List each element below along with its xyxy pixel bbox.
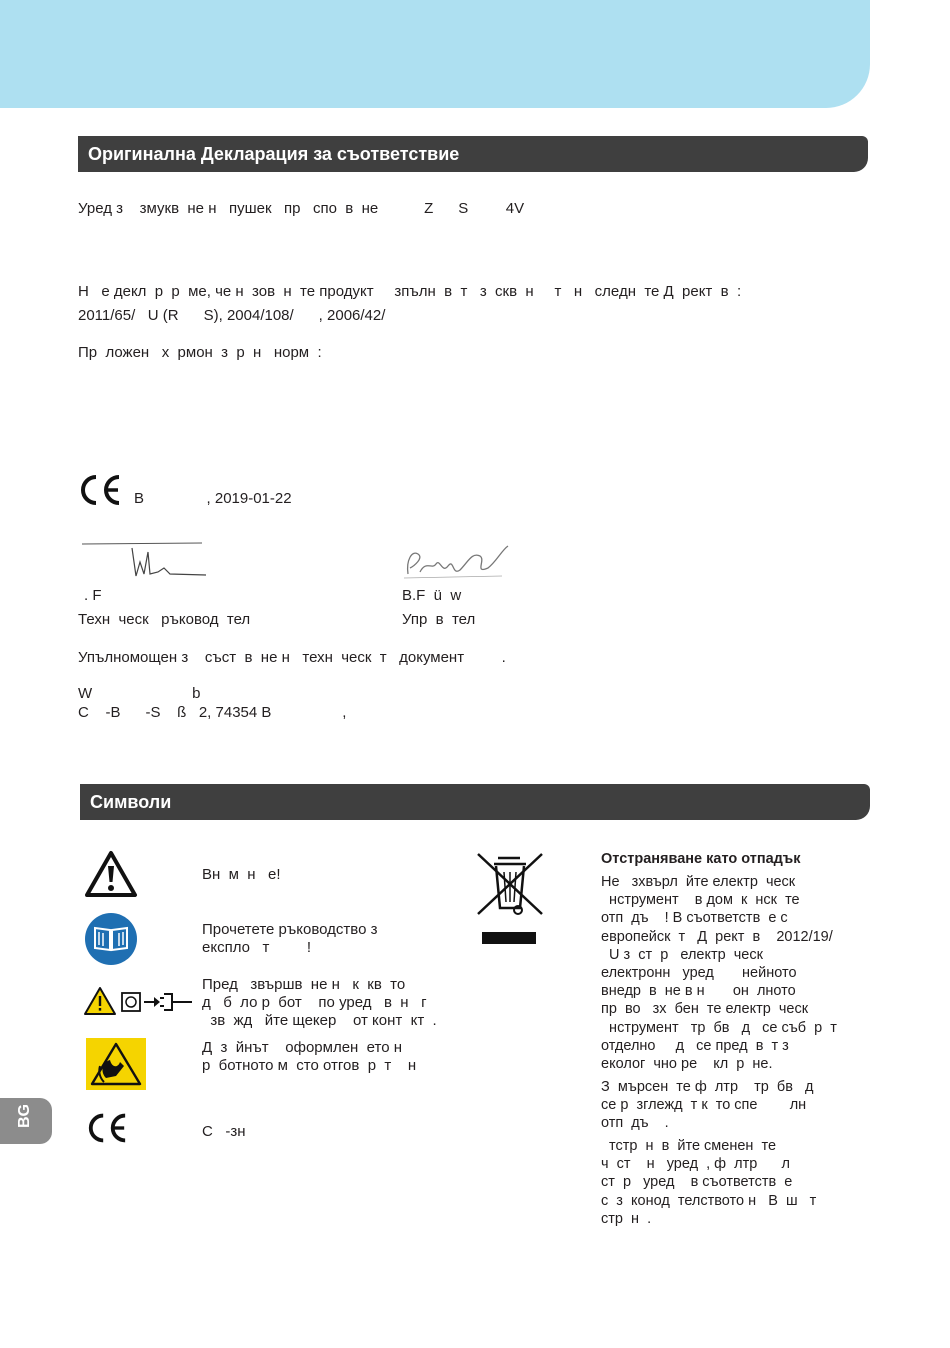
read-manual-line-1: Прочетете ръководство з [202, 921, 378, 938]
disposal-text-line: стр н . [601, 1210, 652, 1227]
disposal-text-line: отделно д се пред в т з [601, 1037, 789, 1054]
disposal-text-line: нструмент тр бв д се съб р т [601, 1019, 837, 1036]
ce-symbol-icon [86, 1112, 128, 1144]
disposal-text-line: еколог чно ре кл р не. [601, 1056, 773, 1072]
unplug-line-1: Пред звършв не н к кв то [202, 976, 406, 993]
signature-1 [80, 538, 210, 582]
unplug-icon [84, 986, 194, 1016]
signer1-title: Техн ческ ръковод тел [78, 611, 251, 628]
disposal-text-line: внедр в не в н он лното [601, 983, 796, 1000]
attention-text: Вн м н е! [202, 866, 281, 883]
company-line-2: C -B -S ß 2, 74354 B , [78, 704, 347, 721]
place-date: В , 2019-01-22 [134, 490, 292, 507]
weee-bin-icon [474, 852, 546, 946]
signature-2 [402, 540, 512, 582]
disposal-text-line: Не зхвърл йте електр ческ [601, 874, 796, 890]
disposal-text-line: нструмент в дом к нск те [601, 892, 800, 909]
company-line-1: W b [78, 685, 201, 702]
ce-label: С -зн [202, 1123, 246, 1140]
device-line: Уред з змукв не н пушек пр спо в не Z S 4V [78, 200, 525, 217]
symbols-heading: Символи [80, 784, 870, 820]
disposal-text-line: се р зглежд т к то спе лн [601, 1097, 807, 1114]
signer1-name: . F [84, 587, 102, 604]
disposal-text-line: отп дъ . [601, 1115, 669, 1132]
signer2-name: B.F ü w [402, 587, 462, 604]
declare-line-2: 2011/65/ U (R S), 2004/108/ , 2006/42/ [78, 307, 386, 324]
disposal-text-line: З мърсен те ф лтр тр бв д [601, 1079, 814, 1095]
declare-line-1: Н е декл р р ме, че н зов н те продукт зпълн в т з скв н т н следн те Д рект в : [78, 283, 742, 300]
disposal-text-line: отп дъ ! В съответств е с [601, 910, 788, 927]
warning-triangle-icon [84, 850, 138, 898]
read-manual-line-2: експло т ! [202, 939, 312, 956]
disposal-text-line: пр во зх бен те електр ческ [601, 1001, 809, 1018]
signer2-title: Упр в тел [402, 611, 476, 628]
esd-line-1: Д з йнът оформлен ето н [202, 1039, 403, 1056]
esd-line-2: р ботното м сто отгов р т н [202, 1057, 417, 1074]
declaration-heading: Оригинална Декларация за съответствие [78, 136, 868, 172]
disposal-heading: Отстраняване като отпадък [601, 851, 801, 867]
read-manual-icon [84, 912, 138, 966]
language-tab-label: BG [16, 1104, 33, 1128]
disposal-text-line: електронн уред нейното [601, 965, 797, 981]
esd-icon [86, 1038, 146, 1090]
language-tab [0, 1098, 52, 1144]
standards-label: Пр ложен х рмон з р н норм : [78, 344, 322, 361]
ce-mark-icon [78, 474, 122, 506]
unplug-line-3: зв жд йте щекер от конт кт . [202, 1012, 437, 1029]
disposal-text-line: с з конод телството н В ш т [601, 1192, 817, 1209]
header-band [0, 0, 870, 108]
disposal-text-line: тстр н в йте сменен те [601, 1138, 777, 1154]
authorized-line: Упълномощен з съст в не н техн ческ т документ . [78, 649, 506, 666]
disposal-text-line: европейск т Д рект в 2012/19/ [601, 928, 833, 945]
disposal-text-line: ст р уред в съответств е [601, 1174, 793, 1191]
disposal-text-line: U з ст р електр ческ [601, 946, 763, 963]
disposal-text-line: ч ст н уред , ф лтр л [601, 1156, 790, 1173]
unplug-line-2: д б ло р бот по уред в н г [202, 994, 427, 1011]
